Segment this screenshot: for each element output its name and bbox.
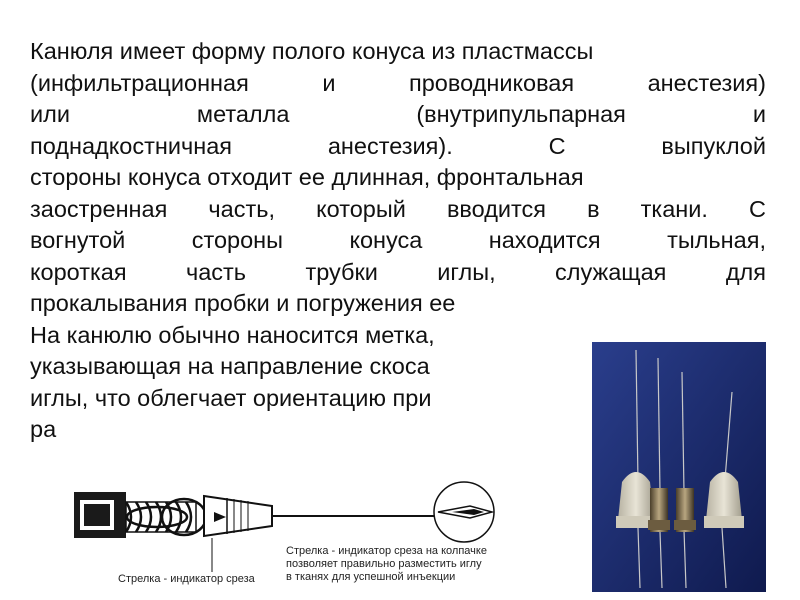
text-line-11: указывающая на направление скоса (30, 353, 430, 379)
text-line-8: короткая часть трубки иглы, служащая для (30, 258, 766, 285)
text-line-4: поднадкостничная анестезия). С выпуклой (30, 132, 766, 159)
text-line-5: стороны конуса отходит ее длинная, фронтальная (30, 164, 584, 190)
text-line-12: иглы, что облегчает ориентацию при (30, 384, 432, 411)
text-line-13: ра (30, 415, 57, 442)
needles-photo (592, 342, 766, 592)
needles-photo-graphic (592, 342, 766, 592)
cut-arrow-label: Стрелка - индикатор среза (118, 573, 255, 585)
text-line-6: заостренная часть, который вводится в ткани. С (30, 195, 766, 222)
spring-coil (126, 499, 206, 535)
text-line-7: вогнутой стороны конуса находится тыльная, (30, 227, 766, 253)
svg-text:Стрелка - индикатор среза на к: Стрелка - индикатор среза на колпачке (286, 545, 487, 557)
text-line-2: (инфильтрационная и проводниковая анестезия) (30, 69, 766, 96)
cap-arrow-label (286, 545, 487, 583)
syringe-tip (74, 492, 126, 538)
text-line-1: Канюля имеет форму полого конуса из пластмассы (30, 38, 594, 64)
svg-text:в тканях для успешной инъекции: в тканях для успешной инъекции (286, 571, 456, 583)
magnified-tip (434, 482, 494, 542)
text-line-10: На канюлю обычно наносится метка, (30, 321, 435, 348)
text-line-3: или металла (внутрипульпарная и (30, 101, 766, 127)
text-line-9: прокалывания пробки и погружения ее (30, 290, 456, 316)
needle-diagram (22, 472, 582, 597)
svg-text:позволяет правильно разместить: позволяет правильно разместить иглу (286, 558, 482, 570)
